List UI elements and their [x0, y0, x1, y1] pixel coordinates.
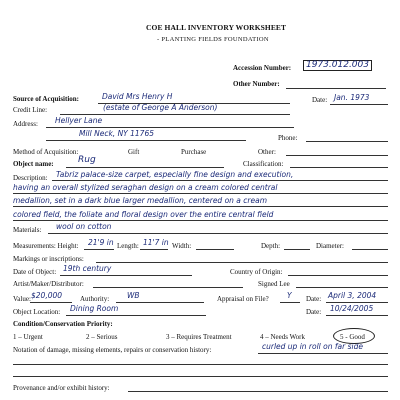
credit-line-line — [60, 114, 290, 115]
object-name-label: Object name: — [13, 160, 54, 168]
address-label: Address: — [13, 120, 38, 128]
length-line — [140, 249, 168, 250]
other-number-label: Other Number: — [233, 80, 280, 88]
date-label: Date: — [312, 96, 328, 104]
priority-requires-treatment: 3 – Requires Treatment — [166, 333, 232, 341]
authority-line — [116, 302, 204, 303]
signed-line — [296, 287, 388, 288]
depth-line — [284, 249, 310, 250]
gift-option: Gift — [128, 148, 140, 156]
classification-line — [290, 167, 388, 168]
value-line — [30, 302, 72, 303]
diameter-line — [352, 249, 388, 250]
other-line — [286, 155, 388, 156]
method-label: Method of Acquisition: — [13, 148, 79, 156]
address-line2 — [46, 140, 246, 141]
appraisal-value: Y — [287, 291, 292, 300]
priority-urgent: 1 – Urgent — [13, 333, 43, 341]
description-line4 — [13, 220, 388, 221]
source-value: David Mrs Henry H — [102, 92, 173, 101]
markings-line — [96, 262, 388, 263]
artist-label: Artist/Maker/Distributor: — [13, 280, 84, 288]
classification-label: Classification: — [243, 160, 284, 168]
authority-label: Authority: — [80, 295, 110, 303]
notation-line3 — [13, 376, 388, 377]
length-label: Length: — [117, 242, 139, 250]
location-value: Dining Room — [70, 304, 119, 313]
value-value: $20,000 — [31, 291, 63, 300]
location-label: Object Location: — [13, 308, 61, 316]
date-value: Jan. 1973 — [334, 93, 370, 102]
address-line1 — [46, 127, 294, 128]
accession-number-value: 1973.012.003 — [303, 60, 372, 71]
measurements-height-label: Measurements: Height: — [13, 242, 79, 250]
object-name-line — [66, 167, 224, 168]
country-line — [288, 275, 388, 276]
provenance-line — [128, 391, 388, 392]
appraisal-line — [280, 302, 300, 303]
date-line — [330, 104, 388, 105]
description-line3-value: medallion, set in a dark blue larger medallion, centered on a cream — [13, 196, 268, 205]
other-label: Other: — [258, 148, 276, 156]
length-value: 11'7 in — [143, 238, 169, 247]
provenance-label: Provenance and/or exhibit history: — [13, 384, 110, 392]
phone-label: Phone: — [278, 134, 298, 142]
credit-line-label: Credit Line: — [13, 106, 48, 114]
source-label: Source of Acquisition: — [13, 95, 79, 103]
phone-line — [306, 141, 388, 142]
date-of-object-value: 19th century — [63, 264, 112, 273]
location-date-label: Date: — [306, 308, 322, 316]
width-line — [196, 249, 234, 250]
object-name-value: Rug — [78, 155, 96, 165]
priority-good: 5 - Good — [340, 333, 365, 341]
authority-value: WB — [127, 291, 140, 300]
materials-line — [48, 233, 388, 234]
notation-line2 — [13, 364, 388, 365]
depth-label: Depth: — [261, 242, 281, 250]
signed-label: Signed Lee — [258, 280, 290, 288]
location-line — [66, 315, 206, 316]
description-line3 — [13, 206, 388, 207]
appraisal-date-value: April 3, 2004 — [328, 291, 377, 300]
purchase-option: Purchase — [181, 148, 207, 156]
other-number-line — [286, 88, 386, 89]
credit-line-value: (estate of George A Anderson) — [103, 103, 218, 112]
notation-line1 — [258, 353, 388, 354]
description-line2 — [13, 193, 388, 194]
accession-number-label: Accession Number: — [233, 64, 292, 72]
address-line2-value: Mill Neck, NY 11765 — [79, 129, 154, 138]
location-date-line — [326, 315, 388, 316]
description-line4-value: colored field, the foliate and floral design over the entire central field — [13, 210, 274, 219]
priority-serious: 2 – Serious — [86, 333, 118, 341]
value-label: Value: — [13, 295, 31, 303]
page-title: COE HALL INVENTORY WORKSHEET — [146, 23, 287, 32]
artist-line — [93, 287, 243, 288]
location-date-value: 10/24/2005 — [330, 304, 374, 313]
date-of-object-label: Date of Object: — [13, 268, 57, 276]
materials-label: Materials: — [13, 226, 42, 234]
condition-priority-heading: Condition/Conservation Priority: — [13, 320, 113, 328]
address-line1-value: Hellyer Lane — [55, 116, 103, 125]
height-line — [84, 249, 114, 250]
materials-value: wool on cotton — [56, 222, 112, 231]
markings-label: Markings or inscriptions: — [13, 255, 84, 263]
appraisal-label: Appraisal on File? — [217, 295, 269, 303]
priority-needs-work: 4 – Needs Work — [260, 333, 305, 341]
appraisal-date-line — [326, 302, 388, 303]
description-label: Description: — [13, 174, 48, 182]
description-line1-value: Tabriz palace-size carpet, especially fine design and execution, — [56, 170, 294, 179]
appraisal-date-label: Date: — [306, 295, 322, 303]
width-label: Width: — [172, 242, 192, 250]
description-line2-value: having an overall stylized seraghan design on a cream colored central — [13, 183, 278, 192]
notation-label: Notation of damage, missing elements, repairs or conservation history: — [13, 346, 212, 354]
diameter-label: Diameter: — [316, 242, 344, 250]
notation-value: curled up in roll on far side — [262, 342, 363, 351]
height-value: 21'9 in — [88, 238, 114, 247]
page-subtitle: - PLANTING FIELDS FOUNDATION — [157, 36, 269, 43]
country-label: Country of Origin: — [230, 268, 283, 276]
date-of-object-line — [60, 275, 192, 276]
description-line1 — [52, 180, 388, 181]
